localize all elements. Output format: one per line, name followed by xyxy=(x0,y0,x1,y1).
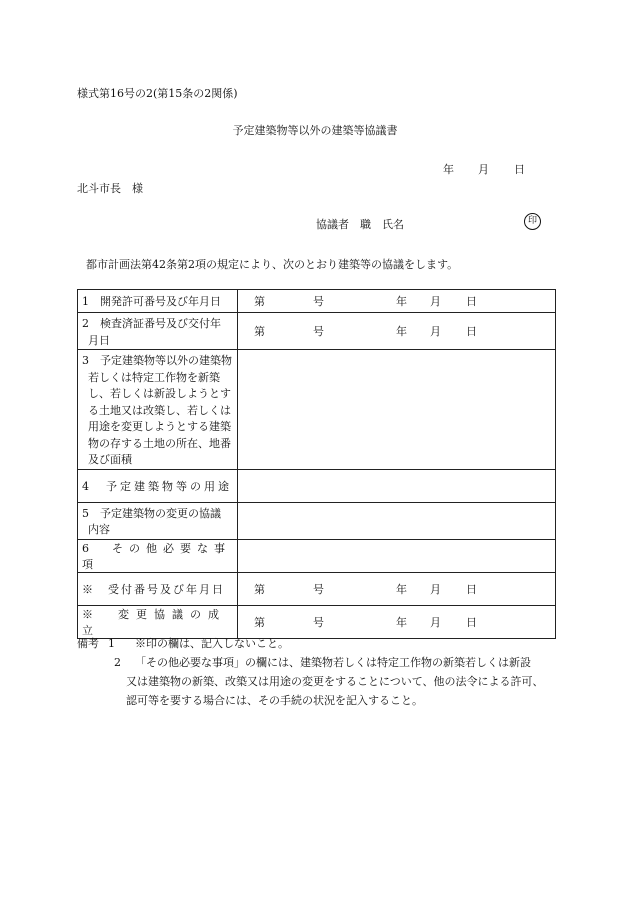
note-item xyxy=(77,653,544,672)
row-value[interactable] xyxy=(238,290,556,313)
note-text: 「その他必要な事項」の欄には、建築物若しくは特定工作物の新築若しくは新設 xyxy=(135,656,531,669)
table-row xyxy=(78,290,556,313)
row-value[interactable] xyxy=(238,469,556,502)
value-hi: 日 xyxy=(466,615,477,629)
value-go: 号 xyxy=(313,615,324,629)
addressee: 北斗市長 様 xyxy=(77,182,143,195)
value-nen: 年 xyxy=(396,295,407,308)
notes-section xyxy=(77,634,544,710)
value-nen: 年 xyxy=(396,615,407,629)
value-tsuki: 月 xyxy=(430,615,441,629)
value-dai: 第 xyxy=(254,615,265,629)
value-tsuki: 月 xyxy=(430,582,441,596)
value-nen: 年 xyxy=(396,582,407,596)
table-row xyxy=(78,572,556,605)
row-label-line: 内容 xyxy=(88,523,110,536)
value-dai: 第 xyxy=(254,325,265,338)
value-hi: 日 xyxy=(466,295,477,308)
value-tsuki: 月 xyxy=(430,295,441,308)
row-label: 4 予定建築物等の用途 xyxy=(78,469,238,502)
table-row xyxy=(78,350,556,470)
value-hi: 日 xyxy=(466,582,477,596)
value-go: 号 xyxy=(313,582,324,596)
row-value[interactable] xyxy=(238,502,556,539)
form-number: 様式第16号の2(第15条の2関係) xyxy=(77,87,238,100)
document-title: 予定建築物等以外の建築等協議書 xyxy=(232,124,398,137)
row-label: ※ 受付番号及び年月日 xyxy=(78,572,238,605)
row-label-text: 3 予定建築物等以外の建築物若しくは特定工作物を新築し、若しくは新設しようとする土地又は改築し、若しくは用途を変更しようとする建築物の存する土地の所在、地番及び面積 xyxy=(82,354,232,466)
row-value[interactable] xyxy=(238,539,556,572)
table-row xyxy=(78,539,556,572)
row-label xyxy=(78,502,238,539)
row-label: 1 開発許可番号及び年月日 xyxy=(78,290,238,313)
consultation-table xyxy=(77,289,556,639)
value-hi: 日 xyxy=(466,325,477,338)
note-item xyxy=(77,634,544,653)
row-label xyxy=(78,350,238,470)
note-text: ※印の欄は、記入しないこと。 xyxy=(135,637,289,650)
consulter-label: 協議者 職 氏名 xyxy=(316,218,404,231)
value-dai: 第 xyxy=(254,582,265,596)
row-label-line: 5 予定建築物の変更の協議 xyxy=(82,506,221,520)
value-nen: 年 xyxy=(396,325,407,338)
value-tsuki: 月 xyxy=(430,325,441,338)
note-number: 1 xyxy=(108,637,115,650)
note-number: 2 xyxy=(114,656,121,669)
row-value[interactable] xyxy=(238,572,556,605)
date-line xyxy=(443,161,525,177)
intro-text: 都市計画法第42条第2項の規定により、次のとおり建築等の協議をします。 xyxy=(86,258,459,271)
value-go: 号 xyxy=(313,325,324,338)
note-text: 又は建築物の新築、改築又は用途の変更をすることについて、他の法令による許可、 xyxy=(126,675,544,688)
table-row xyxy=(78,469,556,502)
value-dai: 第 xyxy=(254,295,265,308)
row-value[interactable] xyxy=(238,313,556,350)
note-text: 認可等を要する場合には、その手続の状況を記入すること。 xyxy=(126,694,423,707)
row-label-line: 月日 xyxy=(88,333,110,347)
table-row xyxy=(78,313,556,350)
row-label: ※ 変更協議の成立 xyxy=(78,605,238,638)
notes-heading: 備考 xyxy=(77,637,99,650)
row-label xyxy=(78,313,238,350)
row-label-line: 2 検査済証番号及び交付年 xyxy=(82,317,221,330)
value-go: 号 xyxy=(313,295,324,308)
date-year: 年 xyxy=(443,163,454,176)
seal-mark: 印 xyxy=(524,213,541,230)
table-row xyxy=(78,502,556,539)
row-value[interactable] xyxy=(238,350,556,470)
date-month: 月 xyxy=(478,163,489,176)
date-day: 日 xyxy=(514,163,525,176)
row-label: 6 その他必要な事項 xyxy=(78,539,238,572)
